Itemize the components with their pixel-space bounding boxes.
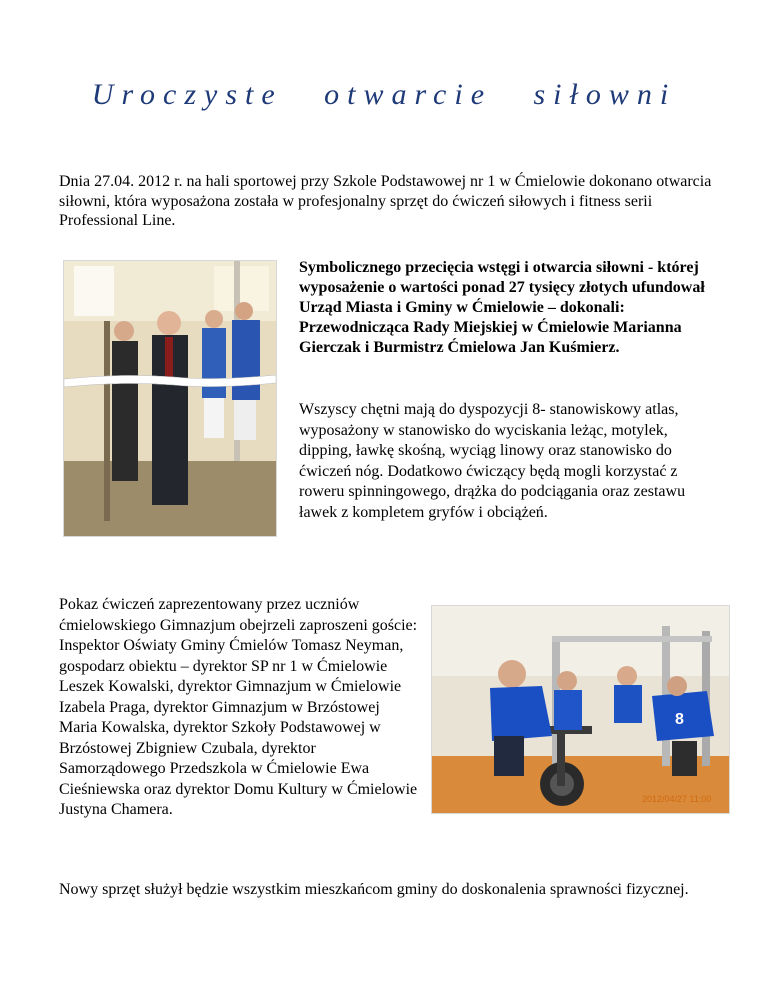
guests-paragraph: Pokaz ćwiczeń zaprezentowany przez uczniów ćmielowskiego Gimnazjum obejrzeli zaproszeni goście: Inspektor Oświaty Gminy Ćmielów Tomasz Neyman, gospodarz obiektu – dyrektor SP nr 1 w Ćmielowie Leszek Kowalski, dyrektor Gimnazjum w Ćmielowie Izabela Praga, dyrektor Gimnazjum w Brzóstowej Maria Kowalska, dyrektor Szkoły Podstawowej w Brzóstowej Zbigniew Czubala, dyrektor Samorządowego Przedszkola w Ćmielowie Ewa Cieśniewska oraz dyrektor Domu Kultury w Ćmielowie Justyna Chamera.: [59, 596, 418, 818]
photo-timestamp: 2012/04/27 11:00: [642, 794, 712, 804]
jersey-number: 8: [675, 711, 684, 728]
gym-exercise-photo: [431, 605, 730, 814]
page-title: Uroczyste otwarcie siłowni: [91, 78, 677, 111]
ribbon-cutting-photo: [63, 260, 277, 537]
intro-paragraph: Dnia 27.04. 2012 r. na hali sportowej przy Szkole Podstawowej nr 1 w Ćmielowie dokonano otwarcia siłowni, która wyposażona została w profesjonalny sprzęt do ćwiczeń siłowych i fitness serii Professional Line.: [59, 173, 712, 229]
closing-paragraph: Nowy sprzęt służył będzie wszystkim mieszkańcom gminy do doskonalenia sprawności fizycznej.: [59, 881, 689, 898]
ribbon-cutting-paragraph: Symbolicznego przecięcia wstęgi i otwarcia siłowni - której wyposażenie o wartości ponad 27 tysięcy złotych ufundował Urząd Miasta i Gminy w Ćmielowie – dokonali: Przewodnicząca Rady Miejskiej w Ćmielowie Marianna Gierczak i Burmistrz Ćmielowa Jan Kuśmierz.: [299, 259, 705, 356]
equipment-paragraph: Wszyscy chętni mają do dyspozycji 8- stanowiskowy atlas, wyposażony w stanowisko do wyciskania leżąc, motylek, dipping, ławkę skośną, wyciąg linowy oraz stanowisko do ćwiczeń nóg. Dodatkowo ćwiczący będą mogli korzystać z roweru spinningowego, drążka do podciągania oraz zestawu ławek z kompletem gryfów i obciążeń.: [299, 401, 686, 521]
